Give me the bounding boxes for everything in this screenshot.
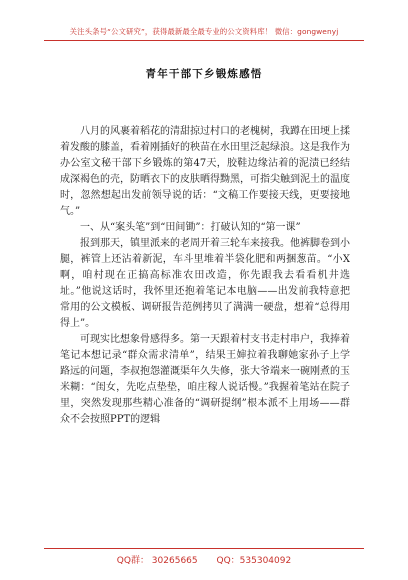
footer-qq-group: QQ群： 30265665 bbox=[116, 556, 198, 566]
footer-divider bbox=[44, 548, 364, 549]
header-banner: 关注头条号“公文研究”，获得最新最全最专业的公文资料库！ 微信：gongwenyj bbox=[69, 27, 339, 36]
document-body bbox=[60, 124, 350, 428]
section-heading: 一、从“案头笔”到“田间锄”：打破认知的“第一课” bbox=[80, 222, 301, 233]
paragraph: 报到那天，镇里派来的老周开着三轮车来接我。他裤脚卷到小腿，裤管上还沾着新泥，车斗里堆着半袋化肥和两捆葱苗。“小X啊，咱村现在正搞高标准农田改造，你先跟我去看看机井选址。”他说这话时，我怀里还抱着笔记本电脑——出发前我特意把常用的公文模板、调研报告范例拷贝了满满一硬盘，想着“总得用得上”。 bbox=[60, 238, 350, 329]
footer-contacts bbox=[0, 553, 408, 566]
paragraph: 可现实比想象骨感得多。第一天跟着村支书走村串户，我捧着笔记本想记录“群众需求清单”，结果王婶拉着我聊她家孙子上学路远的问题，李叔抱怨灌溉渠年久失修，张大爷端来一碗刚煮的玉米糊：“闺女，先吃点垫垫，咱庄稼人说话慢。”我握着笔站在院子里，突然发现那些精心准备的“调研提纲”根本派不上用场——群众不会按照PPT的逻辑 bbox=[60, 334, 350, 425]
header-divider bbox=[44, 40, 364, 41]
document-title: 青年干部下乡锻炼感悟 bbox=[145, 68, 263, 80]
footer-qq: QQ：535304092 bbox=[216, 556, 292, 566]
paragraph: 八月的风裹着稻花的清甜掠过村口的老槐树，我蹲在田埂上揉着发酸的膝盖，看着刚插好的秧苗在水田里泛起绿浪。这是我作为办公室文秘干部下乡锻炼的第47天，胶鞋边缘沾着的泥渍已经结成深褐色的壳，防晒衣下的皮肤晒得黝黑，可指尖触到泥土的温度时，忽然想起出发前领导说的话：“文稿工作要接天线，更要接地气。” bbox=[60, 126, 350, 217]
